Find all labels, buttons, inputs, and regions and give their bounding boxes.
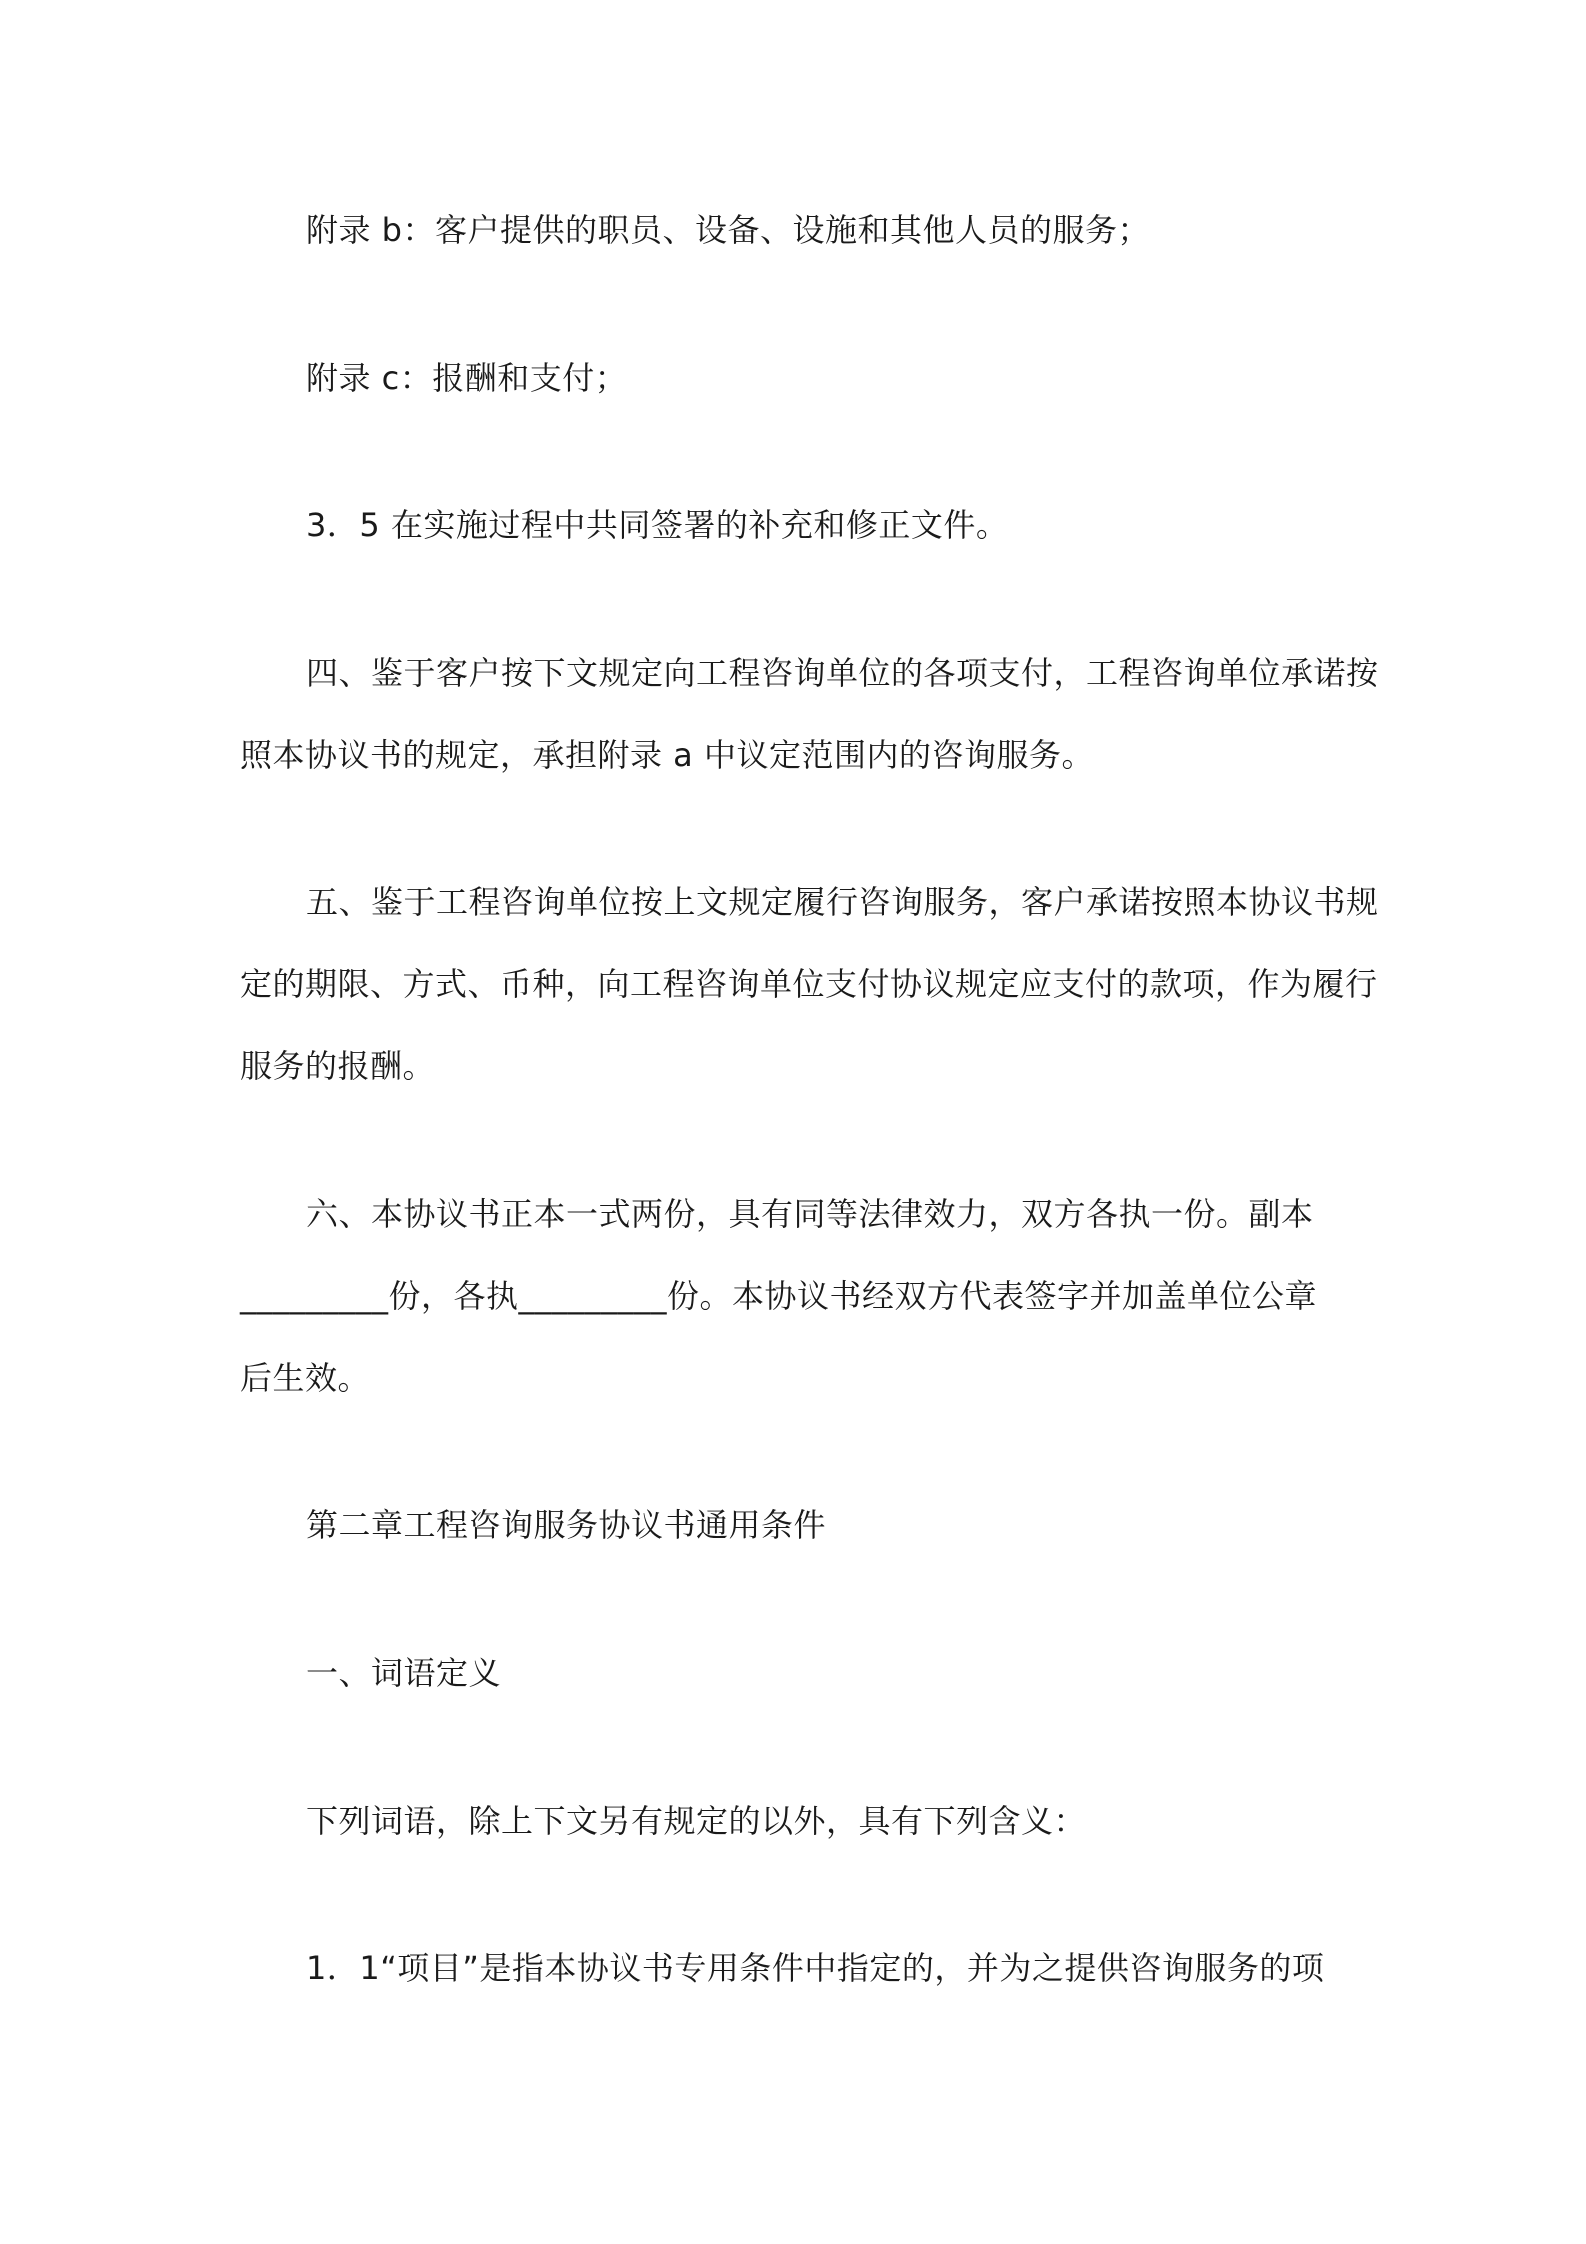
appendix-c-line: 附录 c：报酬和支付； <box>306 359 628 397</box>
appendix-b-line: 附录 b：客户提供的职员、设备、设施和其他人员的服务； <box>306 211 1150 249</box>
clause-4-line-2: 照本协议书的规定，承担附录 a 中议定范围内的咨询服务。 <box>240 736 1094 774</box>
clause-5-line-2: 定的期限、方式、币种，向工程咨询单位支付协议规定应支付的款项，作为履行 <box>240 965 1378 1003</box>
clause-6-line-1: 六、本协议书正本一式两份，具有同等法律效力，双方各执一份。副本 <box>306 1195 1314 1233</box>
item-3-5-line: 3．5 在实施过程中共同签署的补充和修正文件。 <box>306 506 1009 544</box>
clause-5-line-3: 服务的报酬。 <box>240 1047 436 1085</box>
clause-6-line-2: _________份，各执_________份。本协议书经双方代表签字并加盖单位公章 <box>240 1277 1318 1315</box>
clause-4-line-1: 四、鉴于客户按下文规定向工程咨询单位的各项支付，工程咨询单位承诺按 <box>306 654 1379 692</box>
chapter-2-title: 第二章工程咨询服务协议书通用条件 <box>306 1506 827 1544</box>
clause-5-line-1: 五、鉴于工程咨询单位按上文规定履行咨询服务，客户承诺按照本协议书规 <box>306 883 1379 921</box>
definitions-intro-line: 下列词语，除上下文另有规定的以外，具有下列含义： <box>306 1802 1087 1840</box>
item-1-1-line: 1．1“项目”是指本协议书专用条件中指定的，并为之提供咨询服务的项 <box>306 1949 1325 1987</box>
section-1-title: 一、词语定义 <box>306 1654 502 1692</box>
clause-6-line-3: 后生效。 <box>240 1359 371 1397</box>
